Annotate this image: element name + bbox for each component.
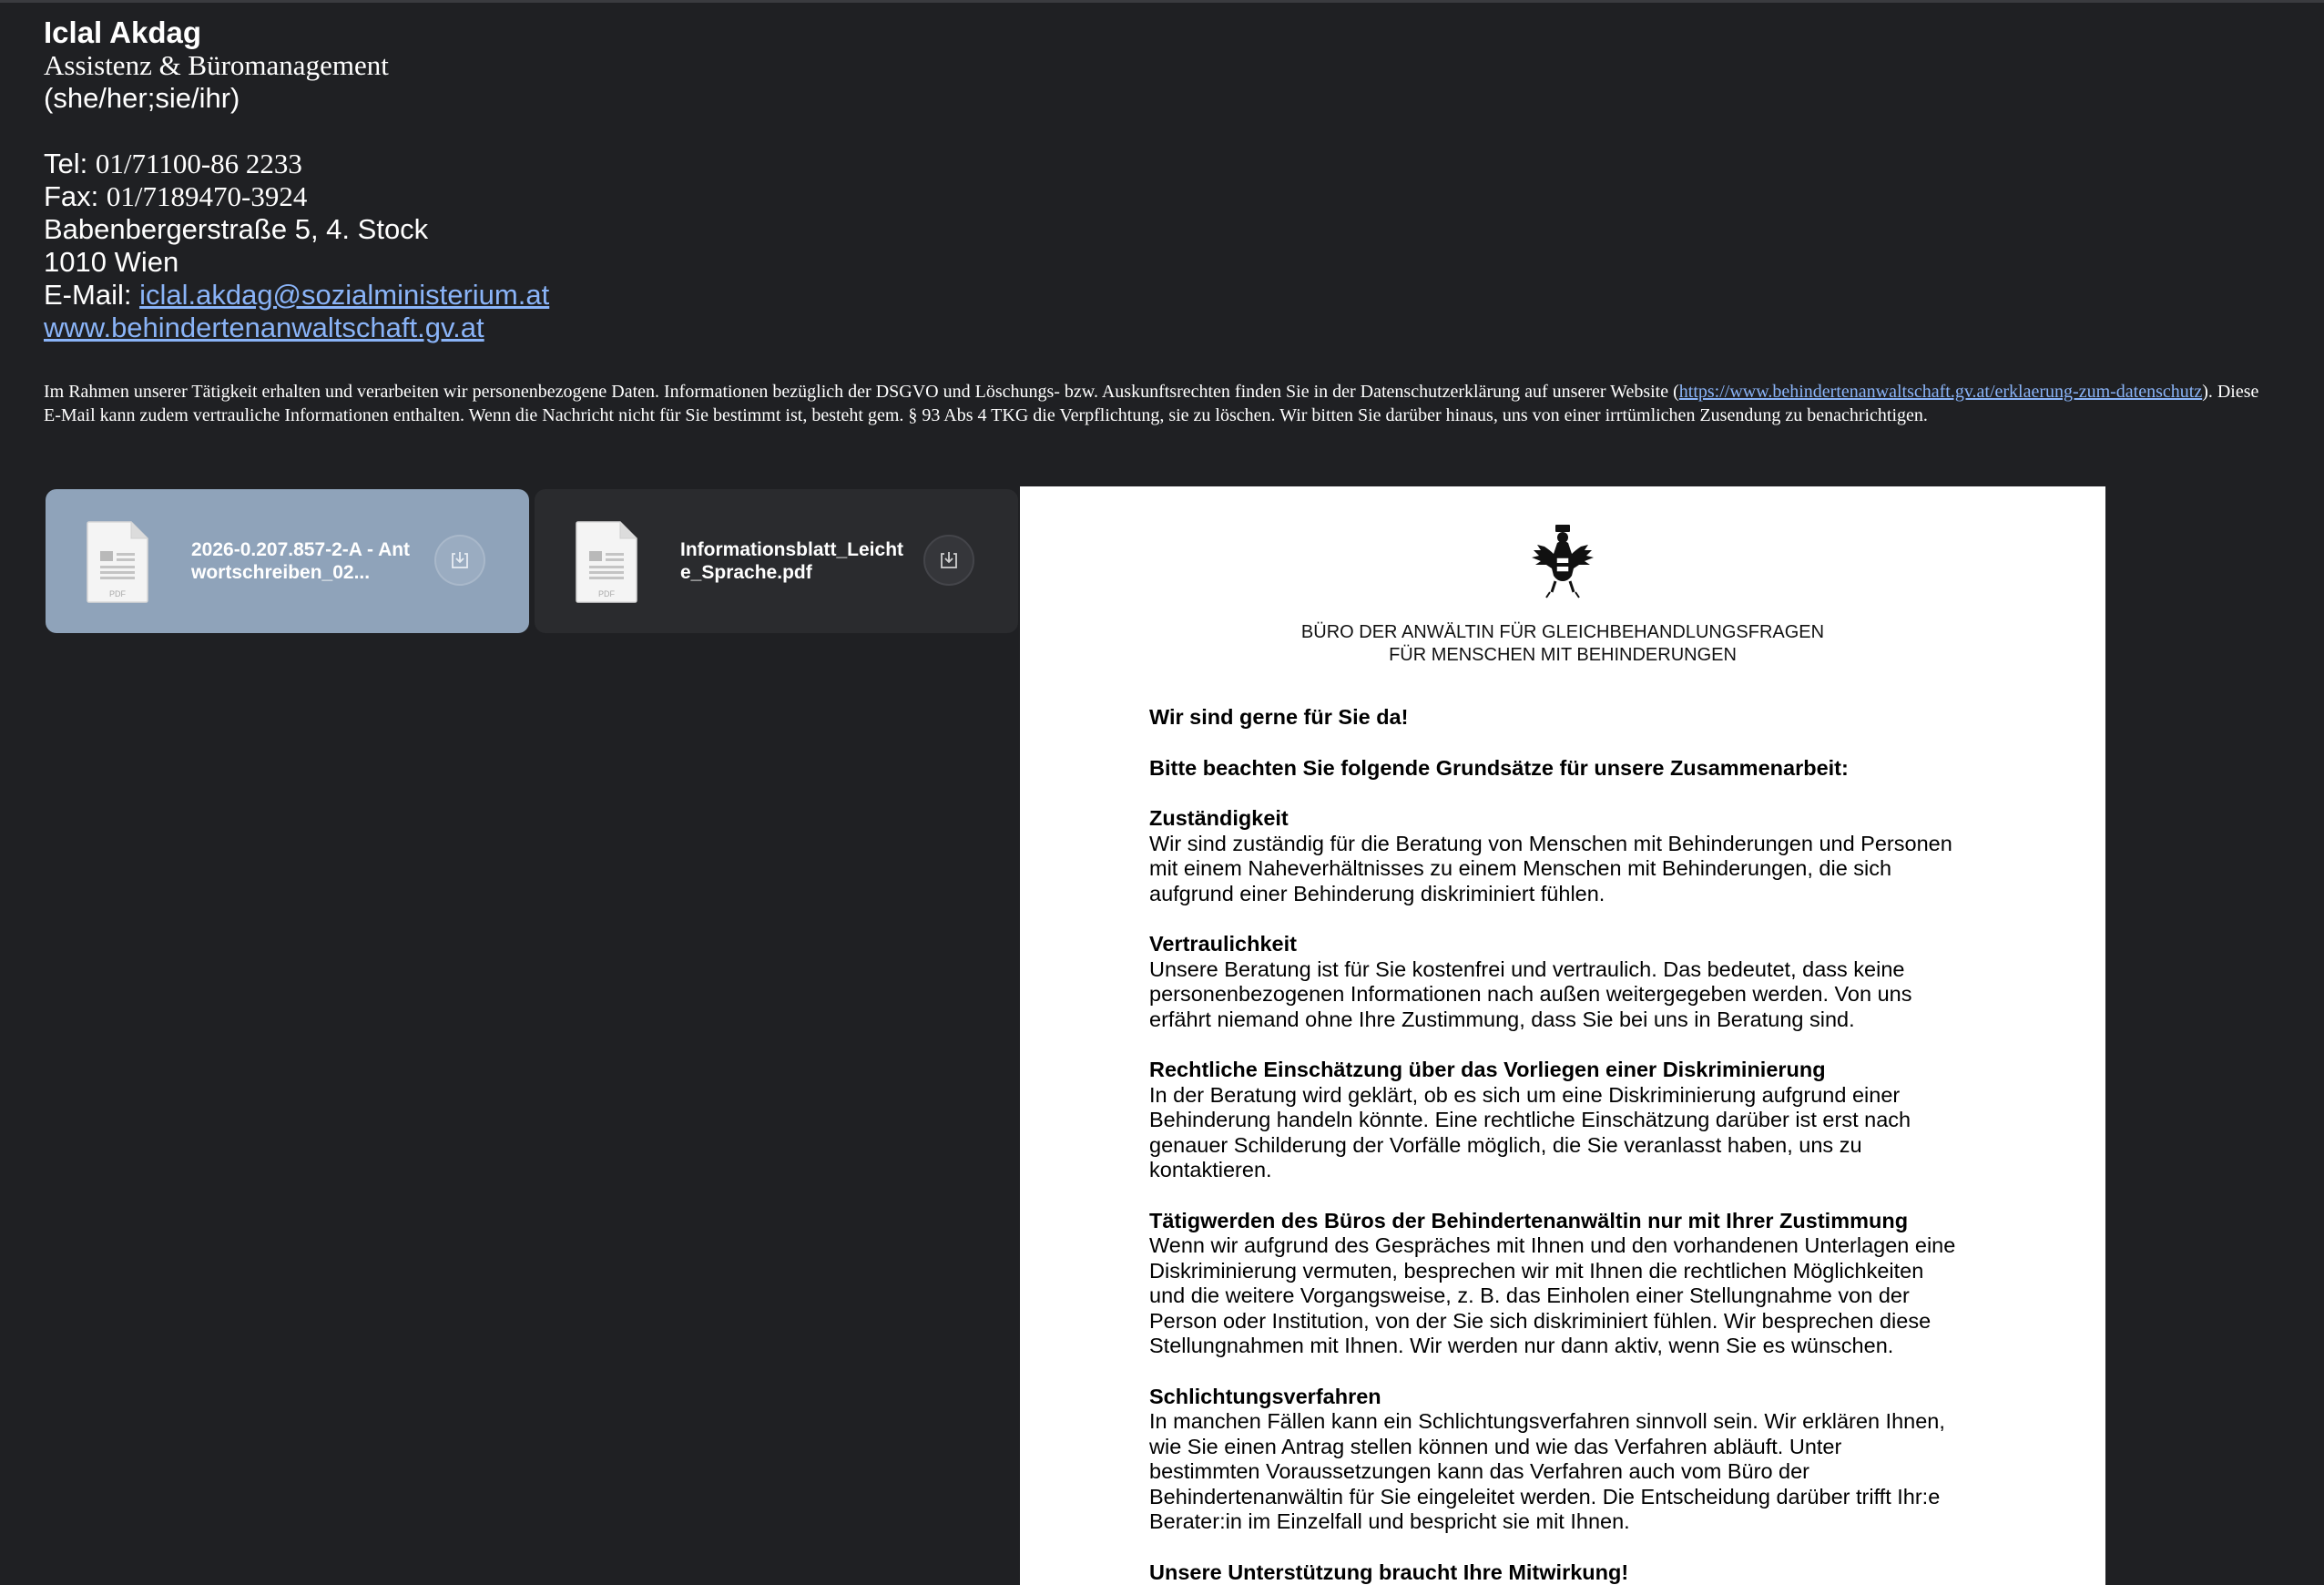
signature-street: Babenbergerstraße 5, 4. Stock (44, 213, 429, 245)
doc-section-line: Stellungnahmen mit Ihnen. Wir werden nur dann aktiv, wenn Sie es wünschen. (1149, 1334, 1894, 1357)
doc-section-line: aufgrund einer Behinderung diskriminiert fühlen. (1149, 881, 1605, 905)
pdf-type-label: PDF (109, 589, 126, 598)
signature-role: Assistenz & Büromanagement (44, 49, 389, 81)
signature-fax (44, 180, 549, 213)
doc-section-line: In der Beratung wird geklärt, ob es sich um eine Diskriminierung aufgrund einer (1149, 1082, 1901, 1107)
doc-section-line: wie Sie einen Antrag stellen können und wie das Verfahren abläuft. Unter (1149, 1434, 1842, 1458)
office-line-1: BÜRO DER ANWÄLTIN FÜR GLEICHBEHANDLUNGSFRAGEN (1300, 622, 1825, 642)
email-link[interactable]: iclal.akdag@sozialministerium.at (139, 279, 550, 311)
doc-section-line: Behinderung handeln könnte. Eine rechtliche Einschätzung darüber ist erst nach (1149, 1108, 1911, 1131)
email-signature (44, 16, 549, 344)
doc-greeting: Wir sind gerne für Sie da! (1149, 705, 1409, 729)
doc-sections (1149, 806, 1987, 1585)
attachment-name: Informationsblatt_Leichte_Sprache.pdf (680, 539, 904, 583)
pdf-type-label: PDF (598, 589, 615, 598)
doc-section-line: Unsere Beratung ist für Sie kostenfrei und vertraulich. Das bedeutet, dass keine (1149, 956, 1905, 981)
pdf-preview[interactable] (1020, 486, 2105, 1585)
doc-section-line: Behindertenanwältin für Sie eingeleitet werden. Die Entscheidung darüber trifft Ihr:e (1149, 1484, 1941, 1508)
attachment-card[interactable] (46, 489, 529, 633)
signature-city: 1010 Wien (44, 246, 179, 278)
privacy-disclaimer (44, 380, 2266, 427)
pdf-file-icon (575, 520, 638, 604)
doc-section-heading: Zuständigkeit (1149, 806, 1289, 830)
fax-label: Fax: (44, 180, 99, 212)
doc-section-line: Diskriminierung vermuten, besprechen wir mit Ihnen die rechtlichen Möglichkeiten (1149, 1258, 1924, 1283)
download-button[interactable] (434, 535, 485, 586)
signature-pronouns: (she/her;sie/ihr) (44, 82, 240, 114)
tel-number: 01/71100-86 2233 (95, 148, 302, 179)
doc-intro: Bitte beachten Sie folgende Grundsätze für unsere Zusammenarbeit: (1149, 755, 1849, 780)
disclaimer-text-before: Im Rahmen unserer Tätigkeit erhalten und verarbeiten wir personenbezogene Daten. Informationen bezüglich der DSGVO und Löschungs- bzw. Auskunftsrechten finden Sie in der Datenschutzerklärung auf unserer Website ( (44, 382, 1679, 402)
website-link[interactable]: www.behindertenanwaltschaft.gv.at (44, 312, 484, 343)
email-label: E-Mail: (44, 279, 132, 311)
doc-section-line: Wenn wir aufgrund des Gespräches mit Ihnen und den vorhandenen Unterlagen eine (1149, 1233, 1956, 1257)
doc-section-heading: Rechtliche Einschätzung über das Vorliegen einer Diskriminierung (1149, 1058, 1826, 1081)
doc-section-heading: Tätigwerden des Büros der Behindertenanwältin nur mit Ihrer Zustimmung (1149, 1208, 1909, 1232)
download-button[interactable] (923, 535, 974, 586)
doc-section-line: Person oder Institution, von der Sie sich diskriminiert fühlen. Wir besprechen diese (1149, 1308, 1932, 1333)
attachment-name: 2026-0.207.857-2-A - Antwortschreiben_02... (191, 539, 411, 583)
doc-section-line: Berater:in im Einzelfall und bespricht sie mit Ihnen. (1149, 1509, 1630, 1533)
doc-section-line: bestimmten Voraussetzungen kann das Verfahren auch vom Büro der (1149, 1459, 1810, 1483)
doc-section-heading: Unsere Unterstützung braucht Ihre Mitwirkung! (1149, 1559, 1629, 1584)
doc-section-line: mit einem Naheverhältnisses zu einem Menschen mit Behinderungen, die sich (1149, 856, 1892, 880)
doc-section-line: personenbezogenen Informationen nach außen weitergegeben werden. Von uns (1149, 982, 1912, 1006)
download-icon (450, 550, 470, 570)
austrian-eagle-emblem (1524, 523, 1601, 599)
attachment-card[interactable] (535, 489, 1018, 633)
privacy-policy-link[interactable]: https://www.behindertenanwaltschaft.gv.at/erklaerung-zum-datenschutz (1678, 382, 2203, 402)
signature-tel (44, 148, 549, 180)
doc-section-line: kontaktieren. (1149, 1158, 1272, 1181)
office-heading (1020, 621, 2105, 667)
signature-email (44, 279, 549, 312)
document-body (1149, 705, 1987, 1585)
doc-section-line: Wir sind zuständig für die Beratung von Menschen mit Behinderungen und Personen (1149, 831, 1952, 855)
doc-section-line: genauer Schilderung der Vorfälle möglich, die Sie veranlasst haben, uns zu (1149, 1132, 1862, 1157)
doc-section-heading: Schlichtungsverfahren (1149, 1384, 1381, 1408)
pdf-file-icon (86, 520, 149, 604)
doc-section-heading: Vertraulichkeit (1149, 932, 1297, 956)
tel-label: Tel: (44, 148, 88, 179)
doc-section-line: In manchen Fällen kann ein Schlichtungsverfahren sinnvoll sein. Wir erklären Ihnen, (1149, 1409, 1945, 1433)
doc-section-line: und die weitere Vorgangsweise, z. B. das Einholen einer Stellungnahme von der (1149, 1283, 1910, 1307)
signature-website (44, 312, 549, 344)
fax-number: 01/7189470-3924 (106, 180, 308, 212)
signature-name: Iclal Akdag (44, 15, 202, 49)
download-icon (939, 550, 959, 570)
doc-section-line: erfährt niemand ohne Ihre Zustimmung, dass Sie bei uns in Beratung sind. (1149, 1007, 1855, 1031)
office-line-2: FÜR MENSCHEN MIT BEHINDERUNGEN (1389, 645, 1737, 665)
disclaimer-text-after: ). Diese E-Mail kann zudem vertrauliche Informationen enthalten. Wenn die Nachricht nicht für Sie bestimmt ist, besteht gem. § 93 Abs 4 TKG die Verpflichtung, sie zu löschen. Wir bitten Sie darüber hinaus, uns von einer irrtümlichen Zusendung zu benachrichtigen. (44, 382, 2259, 425)
